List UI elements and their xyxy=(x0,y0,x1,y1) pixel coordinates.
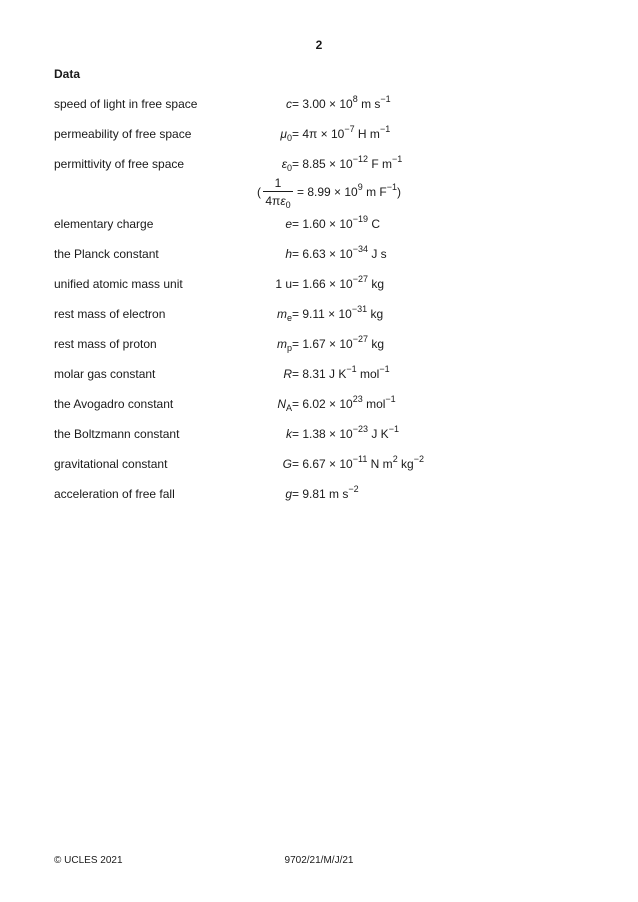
constant-label: molar gas constant xyxy=(54,367,156,381)
constant-row xyxy=(0,394,638,413)
constant-symbol xyxy=(285,217,292,231)
page-number: 2 xyxy=(315,38,323,52)
value-text: = 9.11 × 10 xyxy=(292,307,352,321)
constant-label: permeability of free space xyxy=(54,127,192,141)
symbol-text: ε xyxy=(281,157,287,171)
value-unit: F m xyxy=(368,157,393,171)
reciprocal-value xyxy=(297,182,402,199)
value-text: = 1.38 × 10 xyxy=(292,427,353,441)
open-paren: ( xyxy=(257,185,261,199)
constant-value xyxy=(292,244,387,261)
unit-exponent: −1 xyxy=(379,124,391,134)
value-unit: mol xyxy=(362,397,386,411)
value-exponent: −27 xyxy=(352,334,369,344)
reciprocal-exponent: 9 xyxy=(357,182,363,192)
denominator-prefix: 4π xyxy=(265,194,281,208)
constant-symbol xyxy=(282,157,292,171)
value-text: = 1.60 × 10 xyxy=(292,217,353,231)
unit-exponent: −1 xyxy=(385,394,396,404)
reciprocal-unit-exponent: −1 xyxy=(386,182,398,192)
denominator-subscript: 0 xyxy=(285,200,291,210)
constant-value xyxy=(292,154,403,171)
constant-value xyxy=(292,94,391,111)
value-text: = 6.63 × 10 xyxy=(292,247,353,261)
constant-symbol xyxy=(280,127,292,141)
constant-value xyxy=(292,334,385,351)
unit-exponent: −1 xyxy=(388,424,399,434)
value-unit: kg xyxy=(368,337,385,351)
value-exponent: −7 xyxy=(344,124,355,134)
constant-value xyxy=(292,484,359,501)
constant-symbol xyxy=(283,367,292,381)
close-paren: ) xyxy=(397,185,402,199)
value-unit: H m xyxy=(354,127,380,141)
constant-row xyxy=(0,334,638,353)
value-text: = 8.85 × 10 xyxy=(292,157,353,171)
constant-label: rest mass of electron xyxy=(54,307,166,321)
value-exponent: −23 xyxy=(352,424,369,434)
constant-label: the Planck constant xyxy=(54,247,159,261)
unit-2-exponent: −2 xyxy=(413,454,424,464)
symbol-text: h xyxy=(285,247,292,261)
constant-label: speed of light in free space xyxy=(54,97,198,111)
value-text: = 3.00 × 10 xyxy=(292,97,353,111)
denominator-symbol: ε xyxy=(280,194,286,208)
value-exponent: 23 xyxy=(352,394,363,404)
value-text: = 6.02 × 10 xyxy=(292,397,353,411)
value-exponent: −31 xyxy=(351,304,368,314)
symbol-subscript: 0 xyxy=(286,133,292,143)
value-unit: kg xyxy=(368,277,385,291)
constant-symbol xyxy=(283,457,292,471)
symbol-subscript: 0 xyxy=(286,163,292,173)
footer-copyright: © UCLES 2021 xyxy=(54,855,123,866)
value-text: = 1.67 × 10 xyxy=(292,337,353,351)
constant-row xyxy=(0,274,638,293)
symbol-subscript: A xyxy=(285,403,292,413)
constant-value xyxy=(292,454,424,471)
symbol-subscript: e xyxy=(286,313,292,323)
value-unit: J s xyxy=(368,247,387,261)
symbol-text: N xyxy=(277,397,286,411)
reciprocal-unit: m F xyxy=(362,185,387,199)
constant-label: the Boltzmann constant xyxy=(54,427,180,441)
constant-row xyxy=(0,454,638,473)
symbol-text: g xyxy=(285,487,292,501)
constant-row xyxy=(0,244,638,263)
value-unit: mol xyxy=(356,367,380,381)
constant-value xyxy=(292,274,385,291)
reciprocal-value-text: = 8.99 × 10 xyxy=(297,185,358,199)
constant-label: permittivity of free space xyxy=(54,157,185,171)
value-exponent: −34 xyxy=(352,244,369,254)
unit-exponent: −1 xyxy=(392,154,403,164)
constant-value xyxy=(292,364,390,381)
constant-symbol xyxy=(277,307,292,321)
value-unit: C xyxy=(368,217,381,231)
symbol-text: R xyxy=(283,367,292,381)
fraction-denominator xyxy=(263,192,293,208)
value-unit: m s xyxy=(357,97,381,111)
value-exponent: −1 xyxy=(346,364,357,374)
constant-symbol xyxy=(285,247,292,261)
constant-row xyxy=(0,214,638,233)
symbol-text: e xyxy=(285,217,292,231)
constant-value xyxy=(292,304,384,321)
value-exponent: 8 xyxy=(352,94,358,104)
constant-value xyxy=(292,394,396,411)
constant-row xyxy=(0,124,638,143)
symbol-text: μ xyxy=(280,127,287,141)
symbol-text: G xyxy=(282,457,292,471)
constant-label: the Avogadro constant xyxy=(54,397,174,411)
value-text: = 9.81 m s xyxy=(292,487,349,501)
value-text: = 6.67 × 10 xyxy=(292,457,353,471)
value-exponent: −19 xyxy=(352,214,369,224)
symbol-text: c xyxy=(286,97,292,111)
symbol-text: m xyxy=(276,307,287,321)
constant-row xyxy=(0,484,638,503)
symbol-text: k xyxy=(286,427,292,441)
section-title: Data xyxy=(54,67,81,81)
constant-value xyxy=(292,124,391,141)
value-text: = 4π × 10 xyxy=(292,127,345,141)
symbol-subscript: p xyxy=(286,343,292,353)
constant-row xyxy=(0,154,638,173)
value-exponent: −12 xyxy=(352,154,369,164)
unit-exponent: −1 xyxy=(380,94,391,104)
value-exponent: −11 xyxy=(352,454,368,464)
constant-label: unified atomic mass unit xyxy=(54,277,183,291)
value-unit: N m xyxy=(367,457,393,471)
constant-label: rest mass of proton xyxy=(54,337,157,351)
constant-label: elementary charge xyxy=(54,217,154,231)
constant-symbol xyxy=(275,277,292,291)
permittivity-reciprocal-row xyxy=(0,176,638,212)
footer-code: 9702/21/M/J/21 xyxy=(284,855,354,866)
value-unit-2: kg xyxy=(397,457,414,471)
fraction xyxy=(263,176,293,208)
value-exponent: −2 xyxy=(348,484,359,494)
constant-row xyxy=(0,424,638,443)
unit-exponent: 2 xyxy=(392,454,398,464)
constant-row xyxy=(0,94,638,113)
constant-row xyxy=(0,364,638,383)
constant-row xyxy=(0,304,638,323)
value-unit: kg xyxy=(367,307,384,321)
constant-symbol xyxy=(285,487,292,501)
constant-symbol xyxy=(277,337,292,351)
constant-value xyxy=(292,424,399,441)
unit-exponent: −1 xyxy=(379,364,390,374)
value-text: = 8.31 J K xyxy=(292,367,347,381)
constant-label: acceleration of free fall xyxy=(54,487,175,501)
value-exponent: −27 xyxy=(352,274,369,284)
constant-value xyxy=(292,214,381,231)
value-unit: J K xyxy=(368,427,389,441)
symbol-text: 1 u xyxy=(275,277,292,291)
constant-symbol xyxy=(277,397,292,411)
value-text: = 1.66 × 10 xyxy=(292,277,353,291)
fraction-numerator: 1 xyxy=(263,176,293,192)
symbol-text: m xyxy=(276,337,287,351)
constant-label: gravitational constant xyxy=(54,457,168,471)
